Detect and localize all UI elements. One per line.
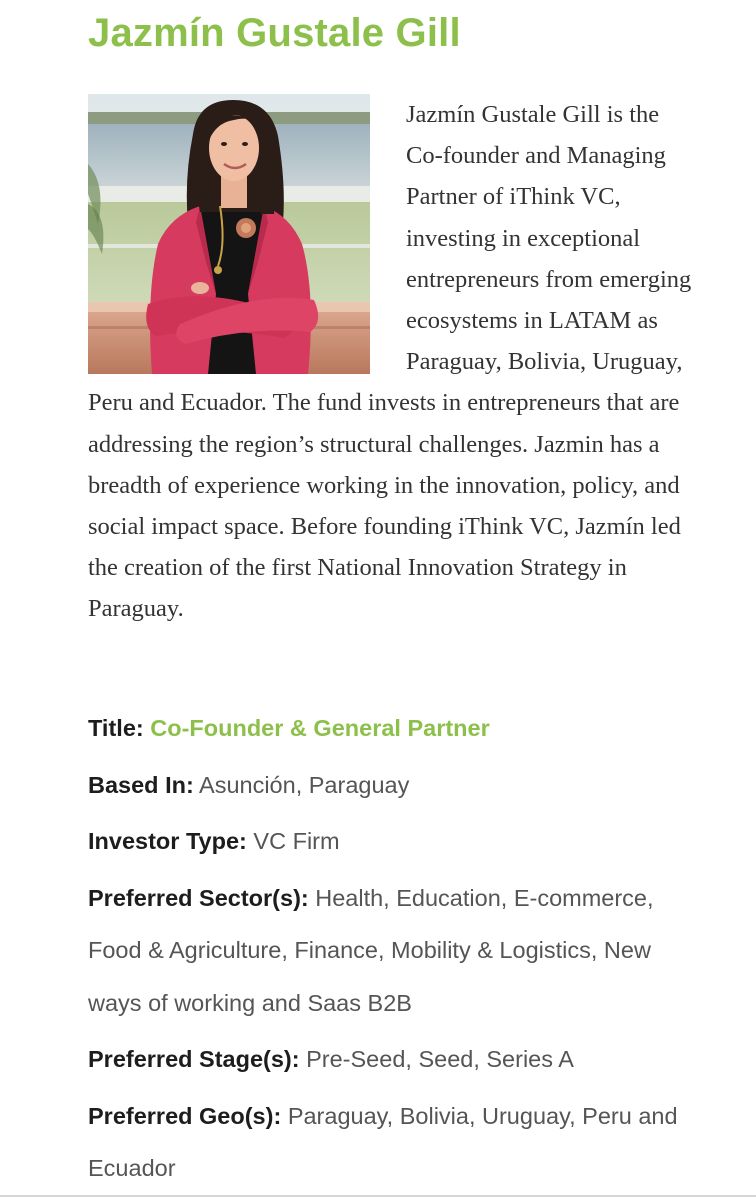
detail-label-geos: Preferred Geo(s): xyxy=(88,1102,282,1129)
detail-value-based-in: Asunción, Paraguay xyxy=(199,771,410,798)
detail-row-title xyxy=(88,702,688,755)
detail-row-sectors xyxy=(88,872,688,1030)
detail-label-sectors: Preferred Sector(s): xyxy=(88,884,309,911)
detail-value-stages: Pre-Seed, Seed, Series A xyxy=(306,1046,574,1072)
detail-row-stages xyxy=(88,1033,688,1086)
detail-label-title: Title: xyxy=(88,715,144,741)
detail-label-based-in: Based In: xyxy=(88,771,194,798)
detail-value-sectors: Health, Education, E-commerce, Food & Agriculture, Finance, Mobility & Logistics, New ways of working and Saas B2B xyxy=(88,884,654,1016)
detail-row-investor-type xyxy=(88,815,688,868)
investor-details xyxy=(88,702,688,1199)
bio-text: Jazmín Gustale Gill is the Co-founder and Managing Partner of iThink VC, investing in exceptional entrepreneurs from emerging ecosystems in LATAM as Paraguay, Bolivia, Uruguay, Peru and Ecuador. The fund invests in entrepreneurs that are addressing the region’s structural challenges. Jazmin has a breadth of experience working in the innovation, policy, and social impact space. Before founding iThink VC, Jazmín led the creation of the first National Innovation Strategy in Paraguay. xyxy=(88,101,692,623)
detail-row-based-in xyxy=(88,759,688,812)
detail-value-title[interactable]: Co-Founder & General Partner xyxy=(150,715,490,741)
detail-label-investor-type: Investor Type: xyxy=(88,828,247,854)
detail-row-geos xyxy=(88,1090,688,1195)
bio-section xyxy=(88,94,698,630)
detail-label-stages: Preferred Stage(s): xyxy=(88,1046,300,1072)
profile-name-heading: Jazmín Gustale Gill xyxy=(88,11,461,55)
bottom-divider xyxy=(0,1195,756,1197)
profile-photo xyxy=(88,94,370,374)
detail-value-investor-type: VC Firm xyxy=(253,828,340,854)
detail-value-geos: Paraguay, Bolivia, Uruguay, Peru and Ecuador xyxy=(88,1102,678,1181)
